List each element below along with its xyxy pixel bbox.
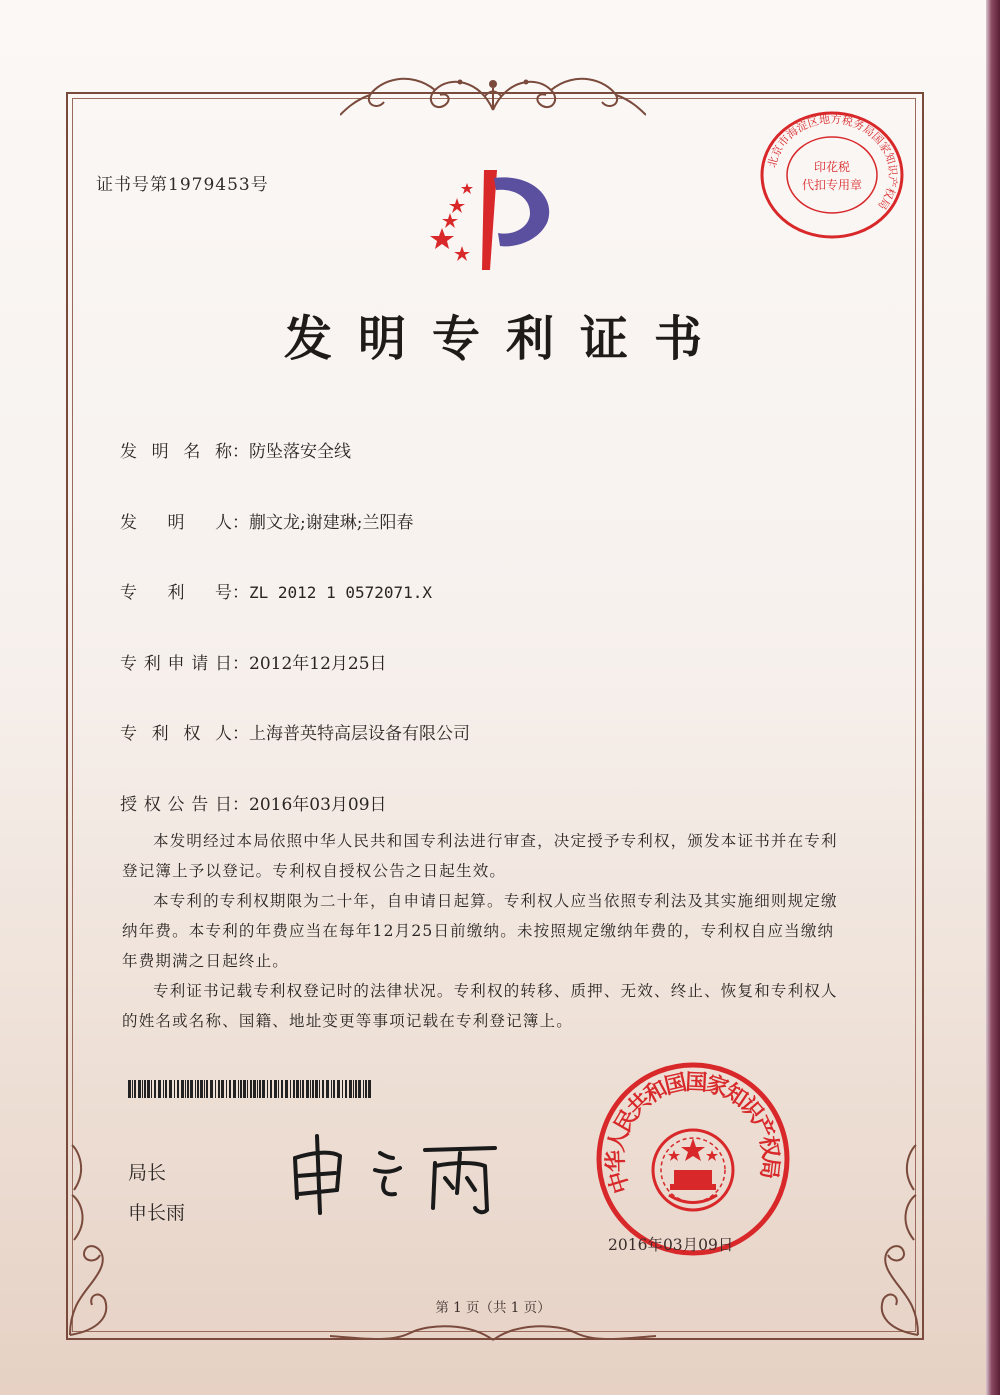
tax-stamp-ring-text: 北京市海淀区地方税务局国家知识产权局 <box>765 112 900 212</box>
barcode-bar <box>215 1080 216 1098</box>
barcode-bar <box>210 1080 213 1098</box>
barcode-bar <box>257 1080 258 1098</box>
field-value: ZL 2012 1 0572071.X <box>249 583 433 602</box>
field-patentee <box>120 719 470 744</box>
barcode-bar <box>229 1080 231 1098</box>
official-seal <box>594 1060 792 1258</box>
field-label: 专利号 <box>120 583 232 603</box>
barcode-bar <box>185 1080 186 1098</box>
barcode-bar <box>296 1080 299 1098</box>
barcode-bar <box>243 1080 246 1098</box>
barcode-bar <box>302 1080 304 1098</box>
barcode-bar <box>233 1080 236 1098</box>
barcode-bar <box>319 1080 320 1098</box>
barcode-bar <box>200 1080 203 1098</box>
barcode-bar <box>310 1080 311 1098</box>
tax-stamp-center-line1: 印花税 <box>813 160 851 174</box>
barcode-bar <box>326 1080 329 1098</box>
barcode-bar <box>238 1080 239 1098</box>
tax-stamp <box>757 111 907 239</box>
barcode-bar <box>218 1080 220 1098</box>
barcode-bar <box>174 1080 175 1098</box>
barcode-bar <box>147 1080 150 1098</box>
field-application-date <box>120 649 387 674</box>
barcode-bar <box>250 1080 252 1098</box>
barcode-icon <box>128 1080 374 1098</box>
barcode-bar <box>169 1080 172 1098</box>
barcode-bar <box>259 1080 261 1098</box>
barcode-bar <box>262 1080 265 1098</box>
field-patent-number <box>120 578 432 603</box>
barcode-bar <box>197 1080 199 1098</box>
patent-office-logo-icon <box>412 158 562 278</box>
body-paragraph: 本专利的专利权期限为二十年，自申请日起算。专利权人应当依照专利法及其实施细则规定缴纳年费。本专利的年费应当在每年12月25日前缴纳。未按照规定缴纳年费的，专利权自应当缴纳年费期满之日起终止。 <box>122 892 838 970</box>
tax-stamp-center-line2: 代扣专用章 <box>801 178 863 192</box>
barcode-bar <box>322 1080 324 1098</box>
barcode-bar <box>163 1080 164 1098</box>
body-paragraph: 专利证书记载专利权登记时的法律状况。专利权的转移、质押、无效、终止、恢复和专利权人的姓名或名称、国籍、地址变更等事项记载在专利登记簿上。 <box>122 982 838 1030</box>
barcode-bar <box>181 1080 184 1098</box>
field-colon: ： <box>232 442 249 462</box>
field-label: 发明人 <box>120 513 232 533</box>
field-invention-name <box>120 437 351 462</box>
barcode-bar <box>206 1080 208 1098</box>
field-label: 专利申请日 <box>120 654 232 674</box>
field-value: 2016年03月09日 <box>249 795 387 815</box>
barcode-bar <box>221 1080 224 1098</box>
barcode-bar <box>349 1080 352 1098</box>
barcode-bar <box>226 1080 227 1098</box>
barcode-bar <box>281 1080 283 1098</box>
barcode-bar <box>363 1080 364 1098</box>
barcode-bar <box>306 1080 309 1098</box>
barcode-bar <box>154 1080 156 1098</box>
field-inventors <box>120 508 413 533</box>
field-colon: ： <box>232 513 249 533</box>
barcode-bar <box>345 1080 347 1098</box>
barcode-bar <box>285 1080 288 1098</box>
field-value: 防坠落安全线 <box>249 442 351 462</box>
barcode-bar <box>177 1080 179 1098</box>
barcode-bar <box>315 1080 318 1098</box>
national-emblem-icon <box>653 1130 733 1210</box>
barcode-bar <box>278 1080 279 1098</box>
director-name: 申长雨 <box>128 1202 186 1224</box>
barcode-bar <box>331 1080 332 1098</box>
barcode-bar <box>290 1080 291 1098</box>
director-signature-icon <box>285 1128 505 1218</box>
field-grant-date <box>120 790 387 815</box>
barcode-bar <box>240 1080 242 1098</box>
barcode-bar <box>358 1080 361 1098</box>
barcode-bar <box>165 1080 167 1098</box>
bottom-center-ornament <box>330 1318 656 1348</box>
barcode-bar <box>158 1080 161 1098</box>
director-title: 局长 <box>128 1162 167 1184</box>
barcode-bar <box>274 1080 277 1098</box>
field-value: 2012年12月25日 <box>249 654 387 674</box>
barcode-bar <box>144 1080 146 1098</box>
barcode-bar <box>142 1080 143 1098</box>
field-value: 上海普英特高层设备有限公司 <box>249 724 470 744</box>
barcode-bar <box>342 1080 343 1098</box>
top-ornament <box>340 60 646 120</box>
barcode-bar <box>195 1080 196 1098</box>
certificate-title: 发明专利证书 <box>283 311 728 367</box>
barcode-bar <box>312 1080 314 1098</box>
field-label: 专利权人 <box>120 724 232 744</box>
barcode-bar <box>353 1080 354 1098</box>
field-label: 授权公告日 <box>120 795 232 815</box>
barcode-bar <box>333 1080 335 1098</box>
field-colon: ： <box>232 583 249 603</box>
barcode-bar <box>365 1080 367 1098</box>
field-label: 发明名称 <box>120 442 232 462</box>
barcode-bar <box>132 1080 133 1098</box>
barcode-bar <box>293 1080 295 1098</box>
field-value: 蒯文龙;谢建琳;兰阳春 <box>249 513 414 533</box>
field-colon: ： <box>232 724 249 744</box>
barcode-bar <box>337 1080 340 1098</box>
barcode-bar <box>253 1080 256 1098</box>
barcode-bar <box>300 1080 301 1098</box>
field-colon: ： <box>232 795 249 815</box>
barcode-bar <box>134 1080 136 1098</box>
certificate-number: 证书号第1979453号 <box>96 175 269 195</box>
barcode-bar <box>355 1080 357 1098</box>
barcode-bar <box>128 1080 131 1098</box>
barcode-bar <box>204 1080 205 1098</box>
barcode-bar <box>187 1080 189 1098</box>
barcode-bar <box>190 1080 193 1098</box>
page-number: 第 1 页（共 1 页） <box>435 1300 551 1316</box>
barcode-bar <box>138 1080 141 1098</box>
field-colon: ： <box>232 654 249 674</box>
barcode-bar <box>368 1080 371 1098</box>
barcode-bar <box>270 1080 272 1098</box>
body-paragraph: 本发明经过本局依照中华人民共和国专利法进行审查，决定授予专利权，颁发本证书并在专利登记簿上予以登记。专利权自授权公告之日起生效。 <box>122 832 838 880</box>
barcode-bar <box>247 1080 248 1098</box>
cover-edge <box>986 0 1000 1395</box>
barcode-bar <box>151 1080 152 1098</box>
issue-date: 2016年03月09日 <box>608 1236 734 1254</box>
seal-ring-text: 中华人民共和国国家知识产权局 <box>603 1070 783 1196</box>
barcode-bar <box>267 1080 268 1098</box>
